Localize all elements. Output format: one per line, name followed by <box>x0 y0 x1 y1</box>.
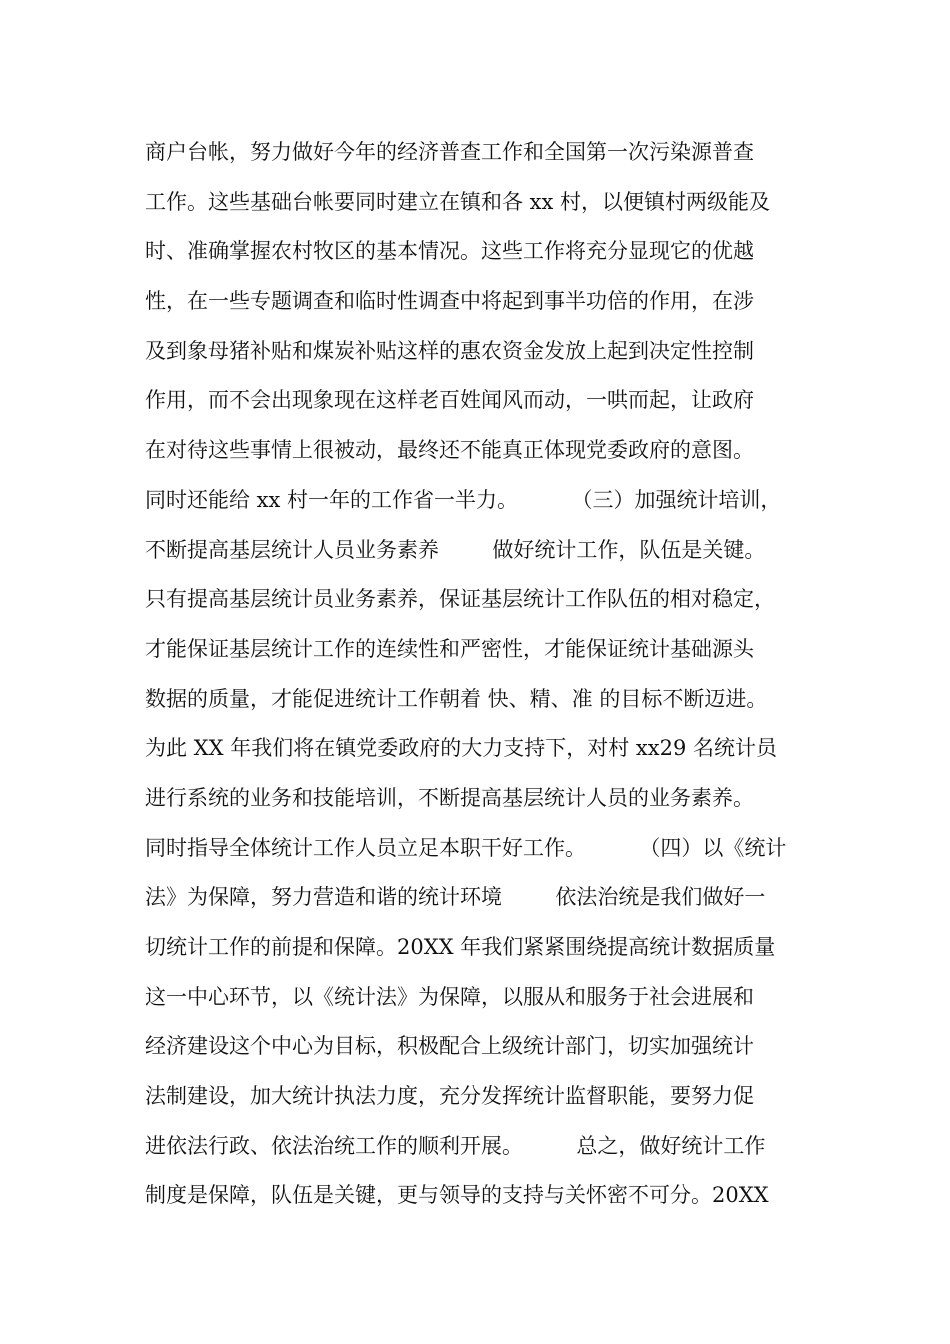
text-line: 不断提高基层统计人员业务素养 做好统计工作，队伍是关键。 <box>145 537 766 562</box>
text-line: 时、准确掌握农村牧区的基本情况。这些工作将充分显现它的优越 <box>145 239 754 264</box>
text-line: 商户台帐，努力做好今年的经济普查工作和全国第一次污染源普查 <box>145 140 754 164</box>
text-line: 为此 XX 年我们将在镇党委政府的大力支持下，对村 xx29 名统计员 <box>145 736 778 761</box>
body-text <box>145 128 835 1221</box>
text-line: 同时还能给 xx 村一年的工作省一半力。 （三）加强统计培训， <box>145 487 782 512</box>
text-line: 法制建设，加大统计执法力度，充分发挥统计监督职能，要努力促 <box>145 1084 754 1109</box>
text-line: 这一中心环节，以《统计法》为保障，以服从和服务于社会进展和 <box>145 984 754 1009</box>
text-line: 同时指导全体统计工作人员立足本职干好工作。 （四）以《统计 <box>145 835 787 860</box>
text-line: 性，在一些专题调查和临时性调查中将起到事半功倍的作用，在涉 <box>145 289 754 314</box>
text-line: 法》为保障，努力营造和谐的统计环境 依法治统是我们做好一 <box>145 885 766 910</box>
text-line: 才能保证基层统计工作的连续性和严密性，才能保证统计基础源头 <box>145 636 754 661</box>
text-line: 进依法行政、依法治统工作的顺利开展。 总之，做好统计工作 <box>145 1133 766 1158</box>
text-line: 制度是保障，队伍是关键，更与领导的支持与关怀密不可分。20XX <box>145 1183 769 1208</box>
text-line: 进行系统的业务和技能培训，不断提高基层统计人员的业务素养。 <box>145 785 754 810</box>
text-line: 切统计工作的前提和保障。20XX 年我们紧紧围绕提高统计数据质量 <box>145 935 776 959</box>
text-line: 及到象母猪补贴和煤炭补贴这样的惠农资金发放上起到决定性控制 <box>145 338 754 363</box>
text-line: 数据的质量，才能促进统计工作朝着 快、精、准 的目标不断迈进。 <box>145 686 768 711</box>
text-line: 只有提高基层统计员业务素养，保证基层统计工作队伍的相对稳定， <box>145 587 775 612</box>
text-line: 工作。这些基础台帐要同时建立在镇和各 xx 村，以便镇村两级能及 <box>145 189 771 214</box>
text-line: 在对待这些事情上很被动，最终还不能真正体现党委政府的意图。 <box>145 438 754 463</box>
text-line: 经济建设这个中心为目标，积极配合上级统计部门，切实加强统计 <box>145 1034 754 1059</box>
text-line: 作用，而不会出现象现在这样老百姓闻风而动，一哄而起，让政府 <box>145 388 754 413</box>
